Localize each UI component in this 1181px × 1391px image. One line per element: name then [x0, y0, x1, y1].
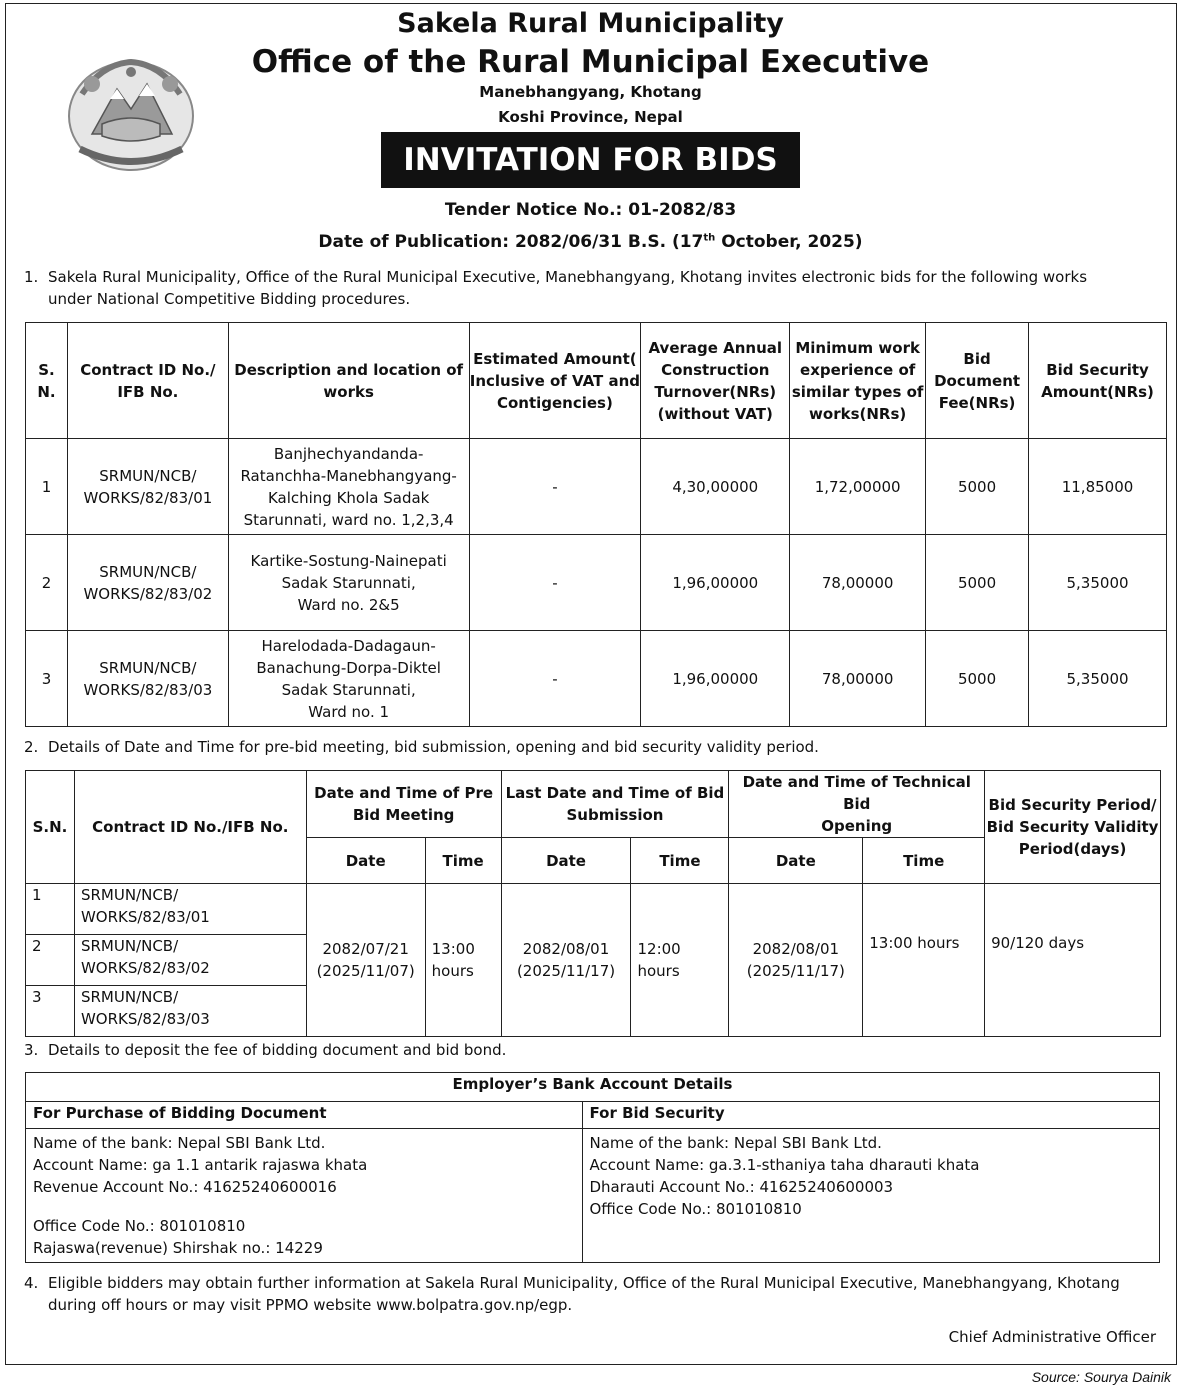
address-line2: Koshi Province, Nepal	[498, 108, 683, 126]
tender-notice-number: Tender Notice No.: 01-2082/83	[444, 200, 737, 220]
publication-date: Date of Publication: 2082/06/31 B.S. (17th October, 2025)	[318, 232, 863, 252]
bank-details-title: Employer’s Bank Account Details	[26, 1073, 1160, 1102]
office-name: Office of the Rural Municipal Executive	[251, 44, 930, 80]
table-row: 1 SRMUN/NCB/ WORKS/82/83/01 Banjhechyandanda- Ratanchha-Manebhangyang- Kalching Khola Sadak Starunnati, ward no. 1,2,3,4 - 4,30,00000 1,72,00000 5000 11,85000	[26, 439, 1167, 535]
source-credit: Source: Sourya Dainik	[1031, 1369, 1171, 1385]
municipality-name: Sakela Rural Municipality	[397, 8, 784, 39]
works-table-header: S. N. Contract ID No./ IFB No. Description and location of works Estimated Amount( Inclusive of VAT and Contigencies) Average Annual Construction Turnover(NRs) (without VAT) Minimum work experience of similar types of works(NRs) Bid Document Fee(NRs) Bid Security Amount(NRs)	[26, 323, 1167, 439]
invitation-banner: INVITATION FOR BIDS	[381, 132, 800, 188]
address-line1: Manebhangyang, Khotang	[479, 83, 702, 101]
table-row: 1 SRMUN/NCB/ WORKS/82/83/01 2082/07/21 (2025/11/07) 13:00 hours 2082/08/01 (2025/11/17) 12:00 hours 2082/08/01 (2025/11/17) 13:00 hours 90/120 days	[26, 884, 1161, 935]
signatory: Chief Administrative Officer	[948, 1328, 1156, 1346]
table-row: 2 SRMUN/NCB/ WORKS/82/83/02 Kartike-Sostung-Nainepati Sadak Starunnati, Ward no. 2&5 - 1,96,00000 78,00000 5000 5,35000	[26, 535, 1167, 631]
bank-details-table	[25, 1072, 1160, 1263]
schedule-table	[25, 770, 1161, 1037]
schedule-header-top: S.N. Contract ID No./IFB No. Date and Time of Pre Bid Meeting Last Date and Time of Bid Submission Date and Time of Technical Bid Opening Bid Security Period/ Bid Security Validity Period(days)	[26, 771, 1161, 838]
bid-security-header: For Bid Security	[582, 1102, 1160, 1129]
bid-security-account: Name of the bank: Nepal SBI Bank Ltd. Account Name: ga.3.1-sthaniya taha dharauti khata Dharauti Account No.: 41625240600003 Office Code No.: 801010810	[582, 1129, 1160, 1263]
bidding-document-account: Name of the bank: Nepal SBI Bank Ltd. Account Name: ga 1.1 antarik rajaswa khata Revenue Account No.: 41625240600016 Office Code No.: 801010810 Rajaswa(revenue) Shirshak no.: 14229	[26, 1129, 583, 1263]
paragraph-2: 2. Details of Date and Time for pre-bid meeting, bid submission, opening and bid security validity period.	[24, 738, 819, 756]
schedule-header-sub: Date Time Date Time Date Time	[26, 838, 1161, 884]
table-row: 3 SRMUN/NCB/ WORKS/82/83/03	[26, 986, 1161, 1037]
works-table	[25, 322, 1167, 727]
bidding-document-header: For Purchase of Bidding Document	[26, 1102, 583, 1129]
paragraph-4: 4. Eligible bidders may obtain further information at Sakela Rural Municipality, Office of the Rural Municipal Executive, Manebhangyang, Khotang during off hours or may visit PPMO website www.bolpatra.gov.np/egp.	[24, 1274, 1120, 1314]
table-row: 3 SRMUN/NCB/ WORKS/82/83/03 Harelodada-Dadagaun- Banachung-Dorpa-Diktel Sadak Starunnati, Ward no. 1 - 1,96,00000 78,00000 5000 5,35000	[26, 631, 1167, 727]
table-row: 2 SRMUN/NCB/ WORKS/82/83/02	[26, 935, 1161, 986]
paragraph-1: 1. Sakela Rural Municipality, Office of the Rural Municipal Executive, Manebhangyang, Khotang invites electronic bids for the following works under National Competitive Bidding procedures.	[24, 268, 1088, 308]
paragraph-3: 3. Details to deposit the fee of bidding document and bid bond.	[24, 1041, 507, 1059]
